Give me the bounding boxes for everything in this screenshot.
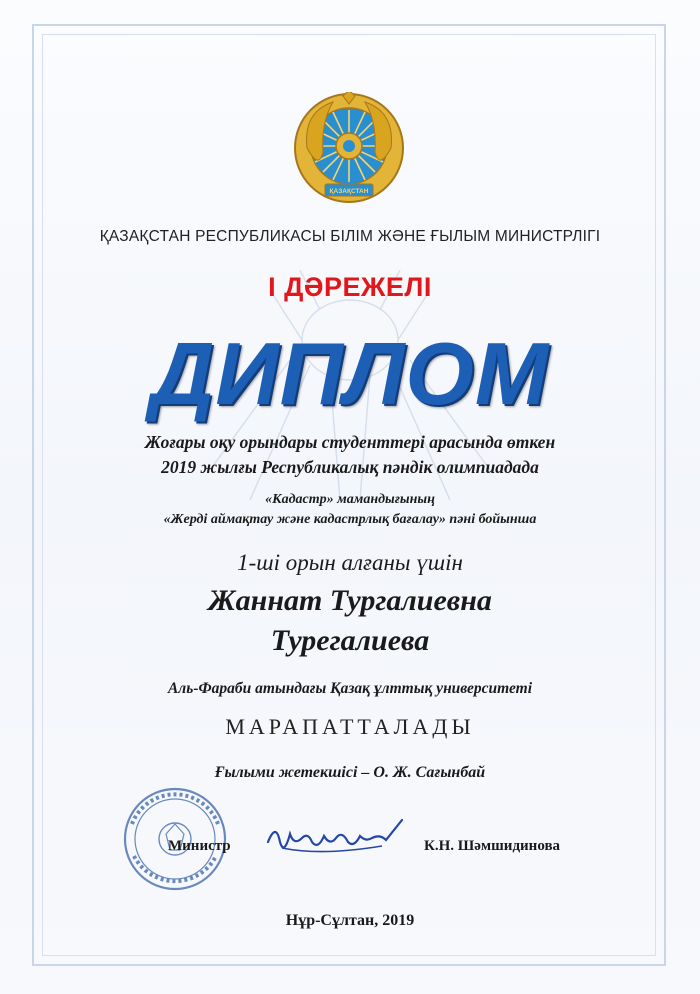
degree-label: І ДӘРЕЖЕЛІ <box>268 272 432 302</box>
text-line-2: 2019 жылғы Республикалық пәндік олимпиадада <box>161 457 539 477</box>
recipient-first-name: Жаннат Тургалиевна <box>208 584 492 617</box>
minister-signature <box>262 812 412 862</box>
minister-label: Министр <box>168 838 231 854</box>
text-line-4: «Жерді аймақтау және кадастрлық бағалау» пәні бойынша <box>163 512 537 527</box>
university-name: Аль-Фараби атындағы Қазақ ұлттық университеті <box>167 680 533 697</box>
minister-name: К.Н. Шәмшидинова <box>424 838 561 854</box>
text-line-3: «Кадастр» мамандығының <box>265 492 435 507</box>
supervisor-text: Ғылыми жетекшісі – О. Ж. Сағынбай <box>214 764 486 781</box>
city-year: Нұр-Сұлтан, 2019 <box>285 912 415 929</box>
ministry-name: ҚАЗАҚСТАН РЕСПУБЛИКАСЫ БІЛІМ ЖӘНЕ ҒЫЛЫМ МИНИСТРЛІГІ <box>99 228 601 245</box>
diploma-title: ДИПЛОМ <box>150 324 550 423</box>
state-emblem-icon <box>293 92 405 204</box>
text-line-1: Жоғары оқу орындары студенттері арасында өткен <box>144 432 556 452</box>
awarded-text: МАРАПАТТАЛАДЫ <box>225 714 475 739</box>
place-text: 1-ші орын алғаны үшін <box>237 550 463 575</box>
emblem-lettering: ҚАЗАҚСТАН <box>329 188 369 195</box>
recipient-last-name: Турегалиева <box>270 624 430 657</box>
